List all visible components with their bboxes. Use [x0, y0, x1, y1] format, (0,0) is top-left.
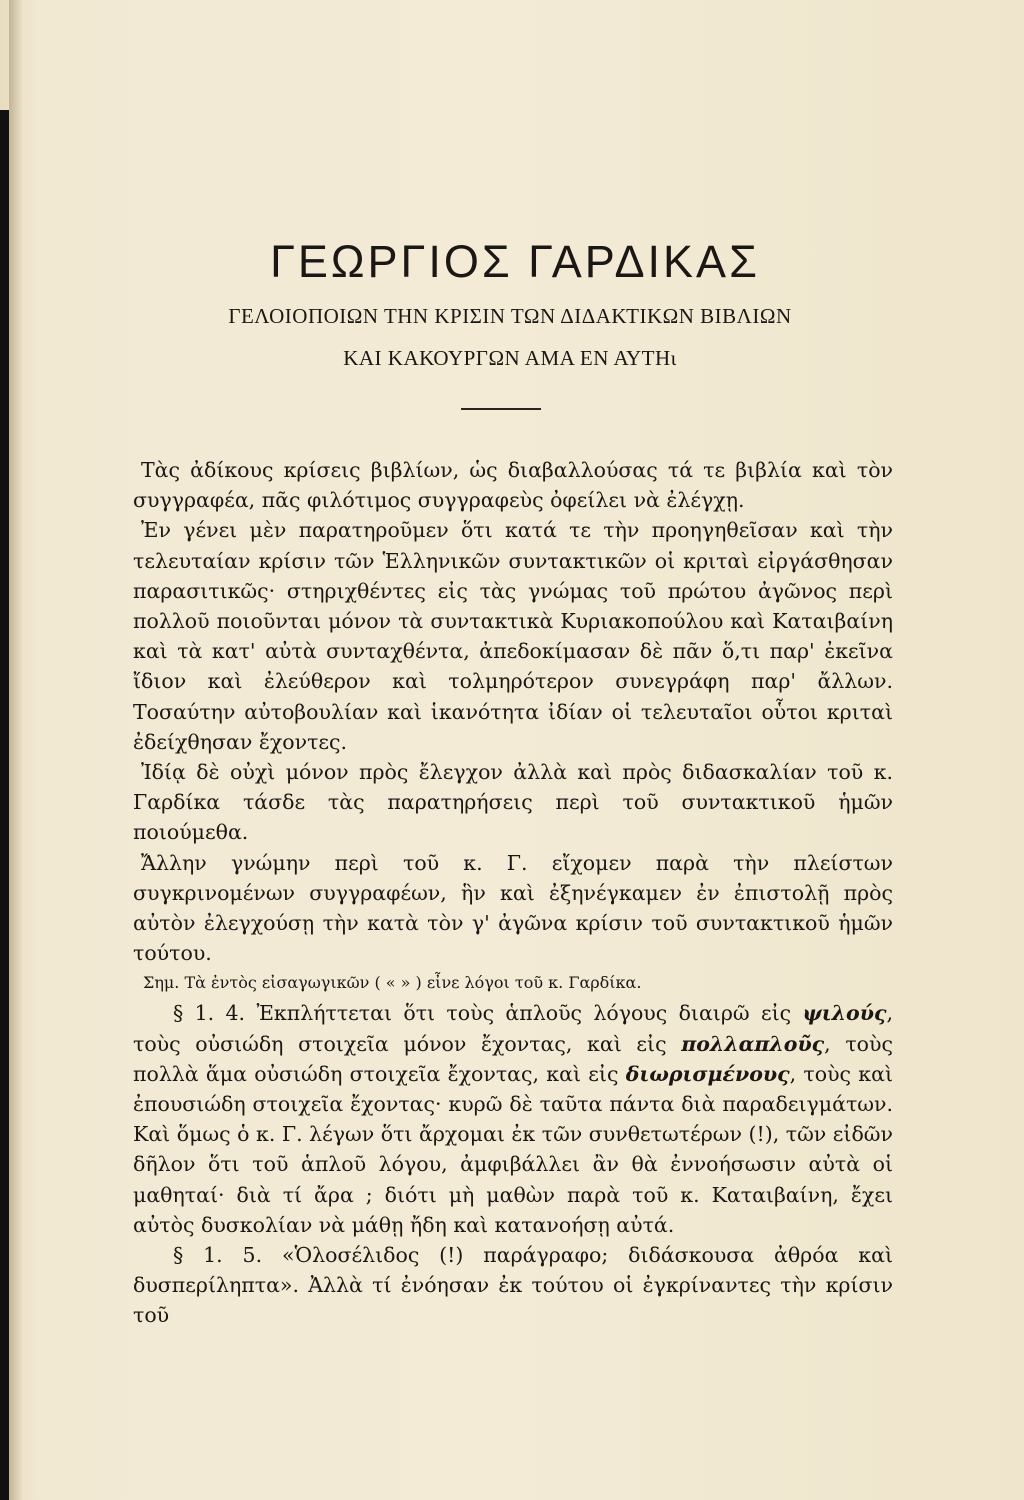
keyword: ψιλούς: [802, 1001, 887, 1026]
paragraph-3: Ἰδίᾳ δὲ οὐχὶ μόνον πρὸς ἔλεγχον ἀλλὰ καὶ πρὸς διδασκαλίαν τοῦ κ. Γαρδίκα τάσδε τὰς παρατηρήσεις περὶ τοῦ συντακτικοῦ ἡμῶν ποιούμεθα.: [133, 760, 893, 845]
document-body: [133, 455, 893, 1331]
section-text: , τοὺς καὶ ἐπουσιώδη στοιχεῖα ἔχοντας· κυρῶ δὲ ταῦτα πάντα διὰ παραδειγμάτων. Καὶ ὅμως ὁ κ. Γ. λέγων ὅτι ἄρχομαι ἐκ τῶν συνθετωτέρων (!), τῶν εἰδῶν δῆλον ὅτι τοῦ ἁπλοῦ λόγου, ἀμφιβάλλει ἂν θὰ ἐννοήσωσιν αὐτὰ οἱ μαθηταί· διὰ τί ἄρα ; διότι μὴ μαθὼν παρὰ τοῦ κ. Καταιβαίνη, ἔχει αὐτὸς δυσκολίαν νὰ μάθῃ ἤδη καὶ κατανοήσῃ αὐτά.: [133, 1061, 894, 1237]
document-subtitle-line2: ΚΑΙ ΚΑΚΟΥΡΓΩΝ ΑΜΑ ΕΝ ΑΥΤΗι: [343, 346, 677, 370]
document-subtitle-line1: ΓΕΛΟΙΟΠΟΙΩΝ ΤΗΝ ΚΡΙΣΙΝ ΤΩΝ ΔΙΔΑΚΤΙΚΩΝ ΒΙΒΛΙΩΝ: [228, 304, 792, 328]
section-1-4: [133, 998, 893, 1240]
document-title: ΓΕΩΡΓΙΟΣ ΓΑΡΔΙΚΑΣ: [270, 236, 760, 287]
section-number: § 1. 5.: [173, 1243, 263, 1268]
keyword: πολλαπλοῦς: [681, 1031, 825, 1056]
section-text: , τοὺς πολλὰ ἅμα οὐσιώδη στοιχεῖα ἔχοντας, καὶ εἰς: [133, 1031, 893, 1086]
section-number: § 1. 4.: [173, 1001, 246, 1026]
page-edge: [0, 110, 9, 1500]
keyword: διωρισμένους: [625, 1061, 790, 1086]
section-1-5: [133, 1240, 893, 1331]
paragraph-1: Τὰς ἀδίκους κρίσεις βιβλίων, ὡς διαβαλλούσας τά τε βιβλία καὶ τὸν συγγραφέα, πᾶς φιλότιμος συγγραφεὺς ὀφείλει νὰ ἐλέγχῃ.: [133, 458, 893, 513]
footnote: Σημ. Τὰ ἐντὸς εἰσαγωγικῶν ( « » ) εἶνε λόγοι τοῦ κ. Γαρδίκα.: [143, 973, 642, 993]
section-text: Ἐκπλήττεται ὅτι τοὺς ἁπλοῦς λόγους διαιρῶ εἰς: [256, 1001, 792, 1026]
paragraph-4: Ἄλλην γνώμην περὶ τοῦ κ. Γ. εἴχομεν παρὰ τὴν πλείστων συγκρινομένων συγγραφέων, ἣν καὶ ἐξηνέγκαμεν ἐν ἐπιστολῇ πρὸς αὐτὸν ἐλεγχούσῃ τὴν κατὰ τὸν γ' ἀγῶνα κρίσιν τοῦ συντακτικοῦ ἡμῶν τούτου.: [133, 850, 893, 966]
paragraph-2: Ἐν γένει μὲν παρατηροῦμεν ὅτι κατά τε τὴν προηγηθεῖσαν καὶ τὴν τελευταίαν κρίσιν τῶν Ἑλληνικῶν συντακτικῶν οἱ κριταὶ εἰργάσθησαν παρασιτικῶς· στηριχθέντες εἰς τὰς γνώμας τοῦ πρώτου ἀγῶνος περὶ πολλοῦ ποιοῦνται μόνον τὰ συντακτικὰ Κυριακοπούλου καὶ Καταιβαίνη καὶ τὰ κατ' αὐτὰ συνταχθέντα, ἀπεδοκίμασαν δὲ πᾶν ὅ,τι παρ' ἐκεῖνα ἴδιον καὶ ἐλεύθερον καὶ τολμηρότερον συνεγράφη παρ' ἄλλων. Τοσαύτην αὐτοβουλίαν καὶ ἱκανότητα ἰδίαν οἱ τελευταῖοι οὗτοι κριταὶ ἐδείχθησαν ἔχοντες.: [133, 518, 893, 754]
title-divider: [461, 408, 541, 410]
section-text: «Ὁλοσέλιδος (!) παράγραφο; διδάσκουσα ἀθρόα καὶ δυσπερίληπτα». Ἀλλὰ τί ἐνόησαν ἐκ τούτου οἱ ἐγκρίναντες τὴν κρίσιν τοῦ: [133, 1243, 893, 1328]
section-text: , τοὺς οὐσιώδη στοιχεῖα μόνον ἔχοντας, καὶ εἰς: [133, 1001, 893, 1056]
page-edge-shadow: [9, 0, 23, 1500]
